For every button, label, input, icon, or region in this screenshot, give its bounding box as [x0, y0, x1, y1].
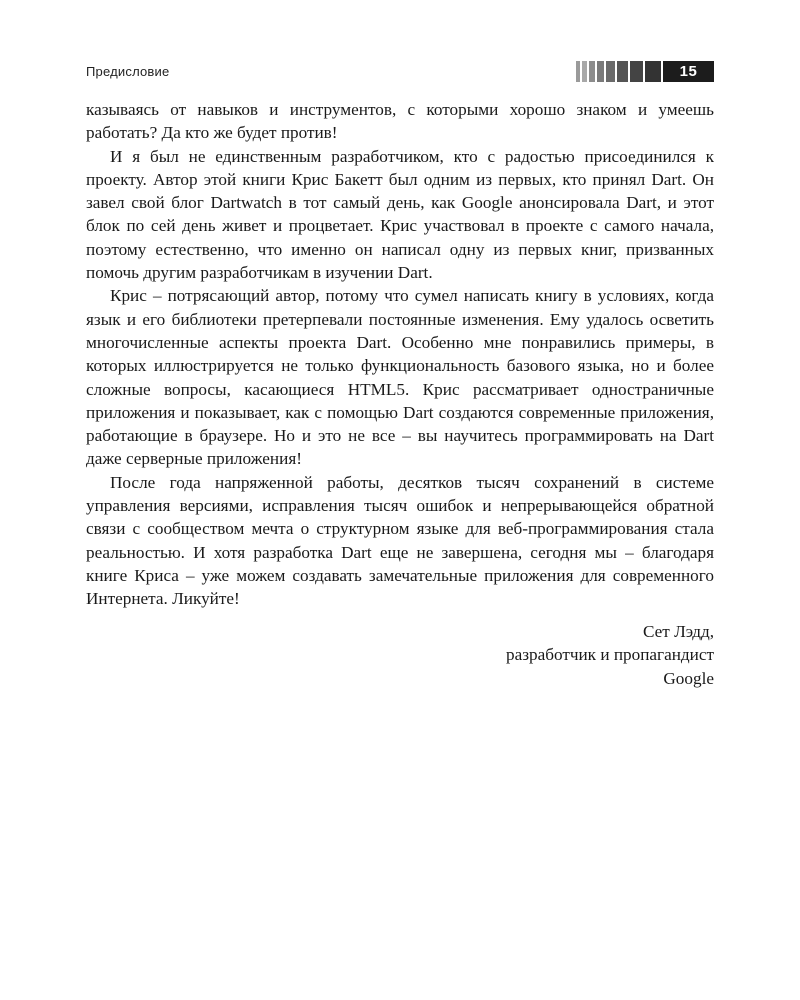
paragraph-3: Крис – потрясающий автор, потому что сумел написать книгу в условиях, когда язык и его библиотеки претерпевали постоянные изменения. Ему удалось осветить многочисленные аспекты проекта Dart. Особенно мне понравились примеры, в которых иллюстрируется не только функциональность базового языка, но и более сложные вопросы, касающиеся HTML5. Крис рассматривает одностраничные приложения и показывает, как с помощью Dart создаются современные приложения, работающие в браузере. Но и это не все – вы научитесь программировать на Dart даже серверные приложения! [86, 286, 714, 469]
body-text [86, 98, 714, 611]
page-header [86, 61, 714, 83]
signature-role: разработчик и пропагандист [505, 645, 714, 665]
signature-company: Google [663, 668, 714, 688]
page-number: 15 [663, 61, 714, 82]
signature-name: Сет Лэдд, [642, 622, 714, 641]
signature-block [86, 620, 714, 690]
paragraph-1: казываясь от навыков и инструментов, с которыми хорошо знаком и умеешь работать? Да кто же будет против! [86, 100, 714, 143]
running-head: Предисловие [86, 64, 170, 79]
paragraph-2: И я был не единственным разработчиком, кто с радостью присоединился к проекту. Автор этой книги Крис Бакетт был одним из первых, кто принял Dart. Он завел свой блог Dartwatch в тот самый день, как Google анонсировала Dart, и этот блок по сей день живет и процветает. Крис участвовал в проекте с самого начала, поэтому естественно, что именно он написал одну из первых книг, призванных помочь другим разработчикам в изучении Dart. [86, 146, 714, 283]
paragraph-4: После года напряженной работы, десятков тысяч сохранений в системе управления версиями, исправления тысяч ошибок и непрерывающейся обратной связи с сообществом мечта о структурном языке для веб-программирования стала реальностью. И хотя разработка Dart еще не завершена, сегодня мы – благодаря книге Криса – уже можем создавать замечательные приложения для современного Интернета. Ликуйте! [86, 472, 714, 609]
header-decorative-bars [576, 61, 661, 82]
